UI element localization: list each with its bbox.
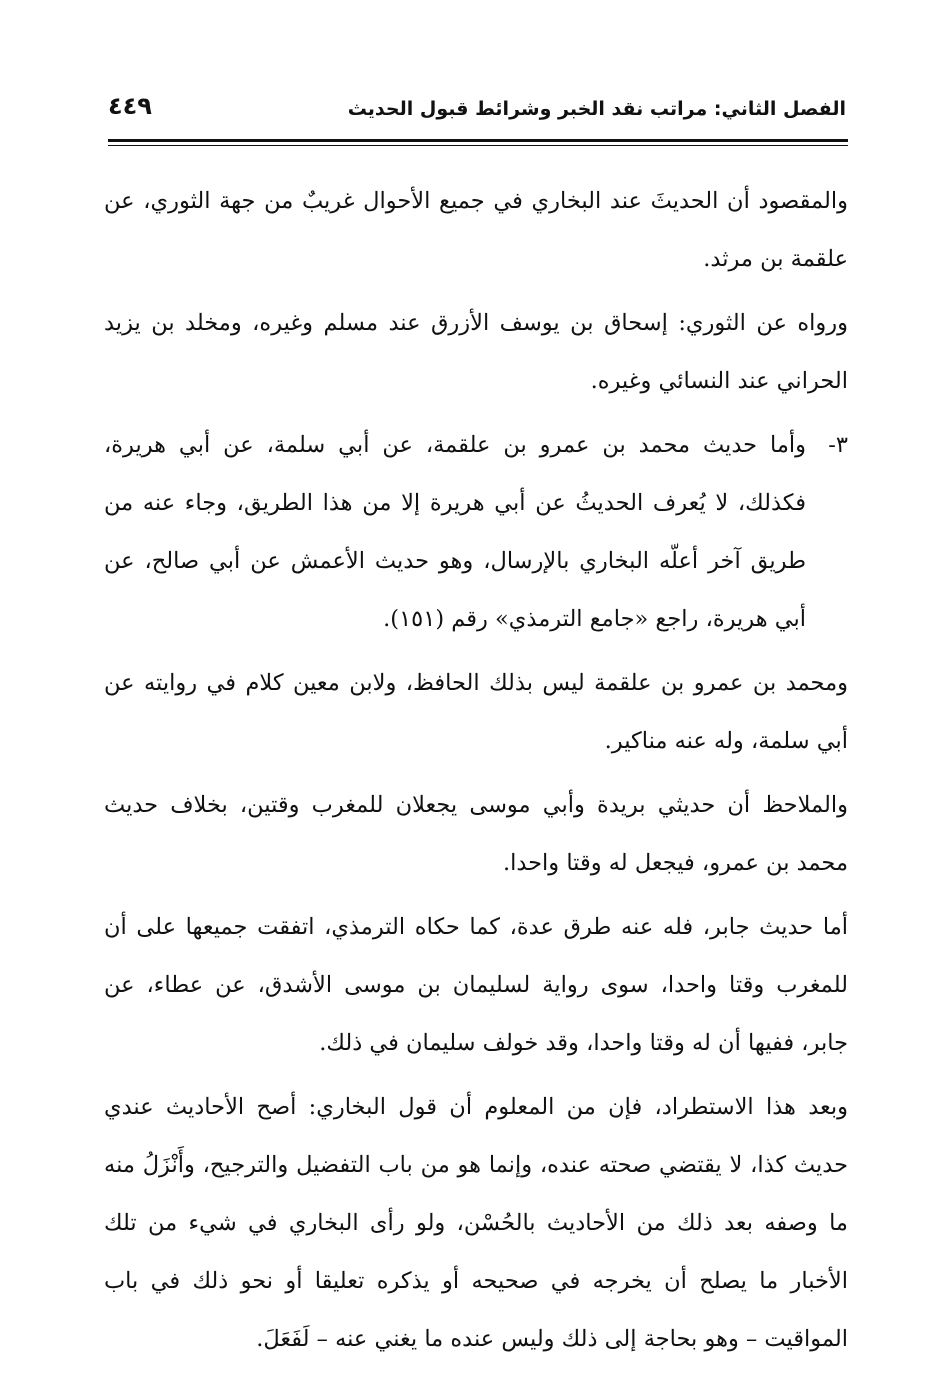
paragraph-3-text: وأما حديث محمد بن عمرو بن علقمة، عن أبي سلمة، عن أبي هريرة، فكذلك، لا يُعرف الحديثُ عن أبي هريرة إلا من هذا الطريق، وجاء عنه من طريق آخر أعلّه البخاري بالإرسال، وهو حديث الأعمش عن أبي صالح، عن أبي هريرة، راجع «جامع الترمذي» رقم (١٥١). [104,432,806,632]
paragraph-2: ورواه عن الثوري: إسحاق بن يوسف الأزرق عند مسلم وغيره، ومخلد بن يزيد الحراني عند النسائي وغيره. [104,310,848,394]
paragraph-4: ومحمد بن عمرو بن علقمة ليس بذلك الحافظ، ولابن معين كلام في روايته عن أبي سلمة، وله عنه مناكير. [104,670,848,754]
header-rule-thick [108,139,848,142]
page-header [108,92,846,132]
item-number: ٣- [828,432,848,458]
paragraph-5: والملاحظ أن حديثي بريدة وأبي موسى يجعلان للمغرب وقتين، بخلاف حديث محمد بن عمرو، فيجعل له وقتا واحدا. [104,792,848,876]
numbered-paragraph-3 [104,416,848,648]
paragraph-6: أما حديث جابر، فله عنه طرق عدة، كما حكاه الترمذي، اتفقت جميعها على أن للمغرب وقتا واحدا، سوى رواية لسليمان بن موسى الأشدق، عن عطاء، عن جابر، ففيها أن له وقتا واحدا، وقد خولف سليمان في ذلك. [104,914,848,1056]
page-number: ٤٤٩ [108,92,152,120]
paragraph-7: وبعد هذا الاستطراد، فإن من المعلوم أن قول البخاري: أصح الأحاديث عندي حديث كذا، لا يقتضي صحته عنده، وإنما هو من باب التفضيل والترجيح، وأَنْزَلُ منه ما وصفه بعد ذلك من الأحاديث بالحُسْن، ولو رأى البخاري في شيء من تلك الأخبار ما يصلح أن يخرجه في صحيحه أو يذكره تعليقا أو نحو ذلك في باب المواقيت – وهو بحاجة إلى ذلك وليس عنده ما يغني عنه – لَفَعَلَ. [104,1094,848,1352]
body-text [104,172,848,1374]
paragraph-1: والمقصود أن الحديثَ عند البخاري في جميع الأحوال غريبٌ من جهة الثوري، عن علقمة بن مرثد. [104,188,848,272]
running-title: الفصل الثاني: مراتب نقد الخبر وشرائط قبول الحديث [347,98,846,120]
header-rule-thin [108,145,848,146]
